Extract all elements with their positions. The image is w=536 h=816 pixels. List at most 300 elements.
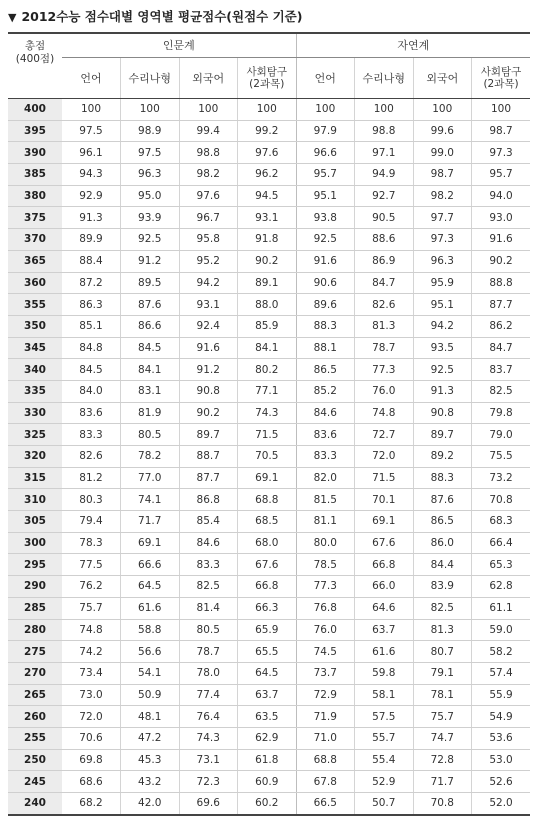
average-score-cell: 63.7: [355, 619, 414, 641]
average-score-cell: 99.4: [179, 120, 238, 142]
group-header-row: [8, 33, 530, 58]
average-score-cell: 50.7: [355, 793, 414, 815]
total-score-cell: 350: [8, 315, 62, 337]
average-score-cell: 98.2: [413, 185, 472, 207]
table-row: [8, 662, 530, 684]
average-score-cell: 91.6: [296, 250, 355, 272]
average-score-cell: 62.8: [472, 576, 531, 598]
average-score-cell: 57.5: [355, 706, 414, 728]
average-score-cell: 60.2: [238, 793, 297, 815]
average-score-cell: 47.2: [121, 727, 180, 749]
natural-column-header: [355, 58, 414, 99]
total-score-cell: 240: [8, 793, 62, 815]
table-row: [8, 727, 530, 749]
table-row: [8, 337, 530, 359]
average-score-cell: 86.0: [413, 532, 472, 554]
average-score-cell: 78.7: [355, 337, 414, 359]
total-score-cell: 380: [8, 185, 62, 207]
average-score-cell: 96.3: [413, 250, 472, 272]
average-score-cell: 96.3: [121, 164, 180, 186]
average-score-cell: 86.5: [413, 511, 472, 533]
average-score-cell: 84.7: [355, 272, 414, 294]
column-header-label: 외국어: [192, 71, 225, 85]
average-score-cell: 77.1: [238, 380, 297, 402]
average-score-cell: 89.7: [179, 424, 238, 446]
average-score-cell: 81.1: [296, 511, 355, 533]
average-score-cell: 89.9: [62, 229, 121, 251]
average-score-cell: 99.2: [238, 120, 297, 142]
average-score-cell: 73.7: [296, 662, 355, 684]
column-header-label: 언어: [80, 71, 102, 85]
average-score-cell: 86.9: [355, 250, 414, 272]
average-score-cell: 71.9: [296, 706, 355, 728]
average-score-cell: 64.5: [238, 662, 297, 684]
average-score-cell: 81.5: [296, 489, 355, 511]
average-score-cell: 83.6: [62, 402, 121, 424]
average-score-cell: 69.1: [238, 467, 297, 489]
average-score-cell: 53.0: [472, 749, 531, 771]
average-score-cell: 93.9: [121, 207, 180, 229]
average-score-cell: 91.6: [179, 337, 238, 359]
average-score-cell: 70.1: [355, 489, 414, 511]
column-header-label: 수리나형: [362, 71, 406, 85]
column-header-row: [8, 58, 530, 99]
average-score-cell: 94.2: [413, 315, 472, 337]
average-score-cell: 73.1: [179, 749, 238, 771]
table-row: [8, 641, 530, 663]
average-score-cell: 98.7: [472, 120, 531, 142]
average-score-cell: 98.2: [179, 164, 238, 186]
average-score-cell: 81.4: [179, 597, 238, 619]
score-table-body: [8, 99, 530, 815]
average-score-cell: 74.3: [179, 727, 238, 749]
average-score-cell: 72.0: [355, 446, 414, 468]
average-score-cell: 88.1: [296, 337, 355, 359]
average-score-cell: 81.3: [413, 619, 472, 641]
average-score-cell: 99.0: [413, 142, 472, 164]
average-score-cell: 79.0: [472, 424, 531, 446]
column-header-label: (2과목): [249, 78, 285, 90]
average-score-cell: 91.8: [238, 229, 297, 251]
average-score-cell: 83.6: [296, 424, 355, 446]
average-score-cell: 69.6: [179, 793, 238, 815]
average-score-cell: 79.4: [62, 511, 121, 533]
average-score-cell: 70.8: [472, 489, 531, 511]
column-header-label: 사회탐구: [480, 66, 522, 78]
average-score-cell: 53.6: [472, 727, 531, 749]
total-score-cell: 275: [8, 641, 62, 663]
total-score-cell: 330: [8, 402, 62, 424]
average-score-cell: 67.6: [238, 554, 297, 576]
average-score-cell: 76.4: [179, 706, 238, 728]
average-score-cell: 70.6: [62, 727, 121, 749]
average-score-cell: 65.3: [472, 554, 531, 576]
average-score-cell: 88.8: [472, 272, 531, 294]
total-score-cell: 255: [8, 727, 62, 749]
average-score-cell: 84.4: [413, 554, 472, 576]
average-score-cell: 92.5: [121, 229, 180, 251]
average-score-cell: 100: [413, 99, 472, 121]
average-score-cell: 71.0: [296, 727, 355, 749]
average-score-cell: 90.5: [355, 207, 414, 229]
average-score-cell: 72.9: [296, 684, 355, 706]
average-score-cell: 97.5: [62, 120, 121, 142]
average-score-cell: 64.5: [121, 576, 180, 598]
average-score-cell: 68.2: [62, 793, 121, 815]
average-score-cell: 79.8: [472, 402, 531, 424]
average-score-cell: 90.2: [179, 402, 238, 424]
average-score-cell: 73.4: [62, 662, 121, 684]
average-score-cell: 58.1: [355, 684, 414, 706]
average-score-cell: 82.5: [179, 576, 238, 598]
average-score-cell: 100: [238, 99, 297, 121]
table-row: [8, 619, 530, 641]
average-score-cell: 73.0: [62, 684, 121, 706]
column-header-label: (2과목): [483, 78, 519, 90]
average-score-cell: 78.7: [179, 641, 238, 663]
average-score-cell: 70.5: [238, 446, 297, 468]
group-humanities-header: 인문계: [62, 33, 296, 58]
natural-column-header: [413, 58, 472, 99]
average-score-cell: 98.8: [355, 120, 414, 142]
average-score-cell: 93.8: [296, 207, 355, 229]
average-score-cell: 78.0: [179, 662, 238, 684]
total-score-cell: 245: [8, 771, 62, 793]
total-score-cell: 305: [8, 511, 62, 533]
average-score-cell: 80.5: [179, 619, 238, 641]
average-score-cell: 83.3: [179, 554, 238, 576]
table-row: [8, 250, 530, 272]
average-score-cell: 72.0: [62, 706, 121, 728]
average-score-cell: 90.8: [413, 402, 472, 424]
average-score-cell: 68.8: [238, 489, 297, 511]
table-title: [8, 9, 302, 25]
average-score-cell: 77.4: [179, 684, 238, 706]
humanities-column-header: [179, 58, 238, 99]
average-score-cell: 76.8: [296, 597, 355, 619]
total-label: 총점: [24, 40, 46, 52]
average-score-cell: 89.1: [238, 272, 297, 294]
average-score-cell: 89.7: [413, 424, 472, 446]
average-score-cell: 72.8: [413, 749, 472, 771]
total-score-cell: 360: [8, 272, 62, 294]
average-score-cell: 82.5: [472, 380, 531, 402]
total-score-cell: 280: [8, 619, 62, 641]
total-score-cell: 310: [8, 489, 62, 511]
total-score-cell: 320: [8, 446, 62, 468]
total-score-cell: 290: [8, 576, 62, 598]
average-score-cell: 92.9: [62, 185, 121, 207]
average-score-cell: 86.8: [179, 489, 238, 511]
average-score-cell: 85.2: [296, 380, 355, 402]
average-score-cell: 67.8: [296, 771, 355, 793]
average-score-cell: 80.5: [121, 424, 180, 446]
average-score-cell: 90.8: [179, 380, 238, 402]
average-score-cell: 97.7: [413, 207, 472, 229]
average-score-cell: 97.3: [413, 229, 472, 251]
total-score-cell: 370: [8, 229, 62, 251]
average-score-cell: 71.7: [413, 771, 472, 793]
average-score-cell: 97.5: [121, 142, 180, 164]
average-score-cell: 83.3: [62, 424, 121, 446]
average-score-cell: 66.3: [238, 597, 297, 619]
total-score-cell: 395: [8, 120, 62, 142]
average-score-cell: 68.8: [296, 749, 355, 771]
average-score-cell: 88.3: [413, 467, 472, 489]
average-score-cell: 86.2: [472, 315, 531, 337]
average-score-cell: 87.6: [413, 489, 472, 511]
average-score-cell: 98.7: [413, 164, 472, 186]
average-score-cell: 95.0: [121, 185, 180, 207]
table-row: [8, 576, 530, 598]
average-score-cell: 76.0: [355, 380, 414, 402]
table-row: [8, 554, 530, 576]
average-score-cell: 73.2: [472, 467, 531, 489]
table-row: [8, 99, 530, 121]
table-row: [8, 294, 530, 316]
average-score-cell: 69.8: [62, 749, 121, 771]
average-score-cell: 88.0: [238, 294, 297, 316]
average-score-cell: 92.5: [296, 229, 355, 251]
average-score-cell: 71.7: [121, 511, 180, 533]
average-score-cell: 57.4: [472, 662, 531, 684]
average-score-cell: 68.6: [62, 771, 121, 793]
average-score-cell: 82.0: [296, 467, 355, 489]
humanities-column-header: [62, 58, 121, 99]
average-score-cell: 96.2: [238, 164, 297, 186]
average-score-cell: 48.1: [121, 706, 180, 728]
natural-column-header: [472, 58, 531, 99]
average-score-cell: 74.8: [355, 402, 414, 424]
column-header-label: 수리나형: [128, 71, 171, 85]
average-score-cell: 66.0: [355, 576, 414, 598]
average-score-cell: 52.6: [472, 771, 531, 793]
average-score-cell: 83.1: [121, 380, 180, 402]
average-score-cell: 68.5: [238, 511, 297, 533]
total-score-cell: 295: [8, 554, 62, 576]
score-table: [8, 32, 530, 816]
triangle-down-icon: ▼: [8, 11, 17, 24]
average-score-cell: 90.6: [296, 272, 355, 294]
average-score-cell: 78.2: [121, 446, 180, 468]
average-score-cell: 91.3: [413, 380, 472, 402]
table-row: [8, 185, 530, 207]
average-score-cell: 79.1: [413, 662, 472, 684]
average-score-cell: 63.7: [238, 684, 297, 706]
average-score-cell: 98.8: [179, 142, 238, 164]
total-score-cell: 390: [8, 142, 62, 164]
average-score-cell: 81.9: [121, 402, 180, 424]
average-score-cell: 89.5: [121, 272, 180, 294]
table-row: [8, 315, 530, 337]
average-score-cell: 90.2: [472, 250, 531, 272]
average-score-cell: 87.6: [121, 294, 180, 316]
total-score-cell: 285: [8, 597, 62, 619]
average-score-cell: 93.1: [179, 294, 238, 316]
average-score-cell: 95.7: [472, 164, 531, 186]
average-score-cell: 88.7: [179, 446, 238, 468]
average-score-cell: 55.9: [472, 684, 531, 706]
average-score-cell: 61.8: [238, 749, 297, 771]
average-score-cell: 77.5: [62, 554, 121, 576]
average-score-cell: 87.7: [472, 294, 531, 316]
average-score-cell: 78.3: [62, 532, 121, 554]
average-score-cell: 92.4: [179, 315, 238, 337]
average-score-cell: 94.9: [355, 164, 414, 186]
table-row: [8, 359, 530, 381]
average-score-cell: 95.7: [296, 164, 355, 186]
table-row: [8, 684, 530, 706]
natural-column-header: [296, 58, 355, 99]
average-score-cell: 89.2: [413, 446, 472, 468]
average-score-cell: 82.6: [62, 446, 121, 468]
average-score-cell: 97.9: [296, 120, 355, 142]
total-score-cell: 270: [8, 662, 62, 684]
average-score-cell: 100: [296, 99, 355, 121]
average-score-cell: 84.0: [62, 380, 121, 402]
average-score-cell: 95.1: [413, 294, 472, 316]
average-score-cell: 61.1: [472, 597, 531, 619]
average-score-cell: 97.6: [238, 142, 297, 164]
average-score-cell: 66.6: [121, 554, 180, 576]
total-score-cell: 365: [8, 250, 62, 272]
total-score-cell: 260: [8, 706, 62, 728]
average-score-cell: 55.4: [355, 749, 414, 771]
average-score-cell: 92.5: [413, 359, 472, 381]
table-row: [8, 446, 530, 468]
table-row: [8, 511, 530, 533]
average-score-cell: 72.7: [355, 424, 414, 446]
average-score-cell: 90.2: [238, 250, 297, 272]
average-score-cell: 80.3: [62, 489, 121, 511]
average-score-cell: 50.9: [121, 684, 180, 706]
average-score-cell: 64.6: [355, 597, 414, 619]
humanities-column-header: [238, 58, 297, 99]
average-score-cell: 96.6: [296, 142, 355, 164]
table-row: [8, 771, 530, 793]
average-score-cell: 84.7: [472, 337, 531, 359]
total-score-cell: 315: [8, 467, 62, 489]
average-score-cell: 94.3: [62, 164, 121, 186]
average-score-cell: 74.8: [62, 619, 121, 641]
average-score-cell: 80.2: [238, 359, 297, 381]
average-score-cell: 58.2: [472, 641, 531, 663]
average-score-cell: 85.9: [238, 315, 297, 337]
table-row: [8, 142, 530, 164]
average-score-cell: 77.0: [121, 467, 180, 489]
average-score-cell: 84.6: [296, 402, 355, 424]
average-score-cell: 74.2: [62, 641, 121, 663]
average-score-cell: 76.2: [62, 576, 121, 598]
average-score-cell: 75.5: [472, 446, 531, 468]
average-score-cell: 54.1: [121, 662, 180, 684]
average-score-cell: 86.6: [121, 315, 180, 337]
average-score-cell: 94.5: [238, 185, 297, 207]
average-score-cell: 92.7: [355, 185, 414, 207]
total-score-cell: 250: [8, 749, 62, 771]
average-score-cell: 42.0: [121, 793, 180, 815]
table-row: [8, 597, 530, 619]
average-score-cell: 80.0: [296, 532, 355, 554]
average-score-cell: 75.7: [62, 597, 121, 619]
average-score-cell: 97.3: [472, 142, 531, 164]
total-score-cell: 325: [8, 424, 62, 446]
average-score-cell: 61.6: [121, 597, 180, 619]
average-score-cell: 87.2: [62, 272, 121, 294]
average-score-cell: 66.8: [355, 554, 414, 576]
average-score-cell: 89.6: [296, 294, 355, 316]
average-score-cell: 65.9: [238, 619, 297, 641]
column-header-label: 사회탐구: [246, 66, 288, 78]
average-score-cell: 75.7: [413, 706, 472, 728]
average-score-cell: 87.7: [179, 467, 238, 489]
average-score-cell: 74.7: [413, 727, 472, 749]
average-score-cell: 66.5: [296, 793, 355, 815]
table-row: [8, 207, 530, 229]
average-score-cell: 60.9: [238, 771, 297, 793]
total-score-cell: 375: [8, 207, 62, 229]
average-score-cell: 83.7: [472, 359, 531, 381]
average-score-cell: 100: [62, 99, 121, 121]
average-score-cell: 68.0: [238, 532, 297, 554]
average-score-cell: 84.5: [121, 337, 180, 359]
table-row: [8, 532, 530, 554]
average-score-cell: 77.3: [296, 576, 355, 598]
average-score-cell: 61.6: [355, 641, 414, 663]
average-score-cell: 100: [121, 99, 180, 121]
average-score-cell: 95.9: [413, 272, 472, 294]
average-score-cell: 91.6: [472, 229, 531, 251]
column-header-label: 언어: [314, 71, 336, 85]
table-row: [8, 489, 530, 511]
total-score-cell: 265: [8, 684, 62, 706]
title-text: 2012수능 점수대별 영역별 평균점수(원점수 기준): [21, 9, 303, 24]
average-score-cell: 69.1: [121, 532, 180, 554]
average-score-cell: 88.6: [355, 229, 414, 251]
total-score-cell: 335: [8, 380, 62, 402]
average-score-cell: 91.2: [121, 250, 180, 272]
average-score-cell: 84.1: [121, 359, 180, 381]
average-score-cell: 98.9: [121, 120, 180, 142]
average-score-cell: 55.7: [355, 727, 414, 749]
average-score-cell: 54.9: [472, 706, 531, 728]
average-score-cell: 83.9: [413, 576, 472, 598]
average-score-cell: 77.3: [355, 359, 414, 381]
group-natural-header: 자연계: [296, 33, 530, 58]
table-row: [8, 402, 530, 424]
average-score-cell: 58.8: [121, 619, 180, 641]
total-sub-label: (400점): [15, 53, 55, 65]
average-score-cell: 66.8: [238, 576, 297, 598]
average-score-cell: 76.0: [296, 619, 355, 641]
average-score-cell: 93.1: [238, 207, 297, 229]
average-score-cell: 78.1: [413, 684, 472, 706]
table-row: [8, 424, 530, 446]
average-score-cell: 96.7: [179, 207, 238, 229]
average-score-cell: 84.8: [62, 337, 121, 359]
table-row: [8, 380, 530, 402]
average-score-cell: 71.5: [238, 424, 297, 446]
average-score-cell: 80.7: [413, 641, 472, 663]
average-score-cell: 65.5: [238, 641, 297, 663]
average-score-cell: 94.2: [179, 272, 238, 294]
average-score-cell: 71.5: [355, 467, 414, 489]
average-score-cell: 86.3: [62, 294, 121, 316]
average-score-cell: 74.5: [296, 641, 355, 663]
average-score-cell: 72.3: [179, 771, 238, 793]
average-score-cell: 100: [355, 99, 414, 121]
average-score-cell: 96.1: [62, 142, 121, 164]
